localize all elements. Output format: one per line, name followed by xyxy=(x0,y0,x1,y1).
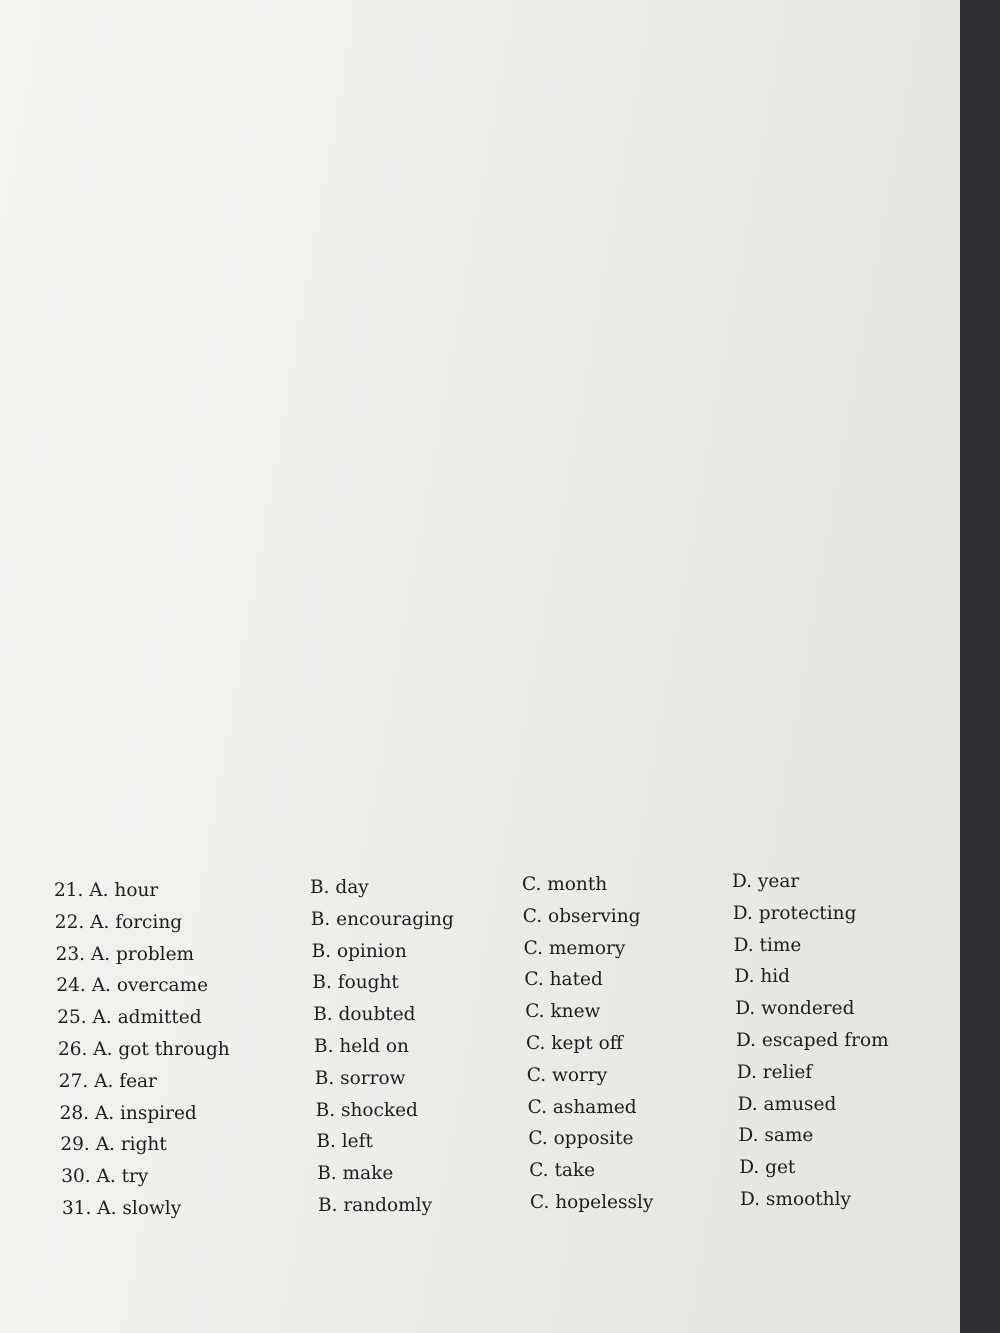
option-choice: B. doubted xyxy=(313,1004,416,1026)
option-choice: D. smoothly xyxy=(740,1189,851,1210)
option-choice: C. ashamed xyxy=(527,1096,637,1118)
option-choice: B. encouraging xyxy=(310,908,454,930)
option-choice: D. year xyxy=(732,871,800,892)
option-choice: C. worry xyxy=(526,1064,608,1086)
option-choice: C. observing xyxy=(522,905,641,927)
option-choice: D. same xyxy=(738,1125,814,1147)
option-choice: D. time xyxy=(733,934,802,956)
option-choice: D. protecting xyxy=(732,902,857,924)
option-question-a: 29. A. right xyxy=(60,1134,167,1156)
option-question-a: 21. A. hour xyxy=(54,880,159,901)
option-question-a: 23. A. problem xyxy=(55,943,195,965)
option-choice: D. relief xyxy=(736,1061,813,1083)
option-choice: D. hid xyxy=(734,966,790,988)
option-choice: D. amused xyxy=(737,1093,837,1115)
option-choice: B. opinion xyxy=(311,940,407,962)
option-choice: C. month xyxy=(522,874,608,895)
option-question-a: 28. A. inspired xyxy=(59,1102,197,1124)
option-choice: D. get xyxy=(739,1157,796,1179)
option-choice: B. fought xyxy=(312,972,399,994)
option-choice: C. kept off xyxy=(526,1033,623,1054)
option-question-a: 24. A. overcame xyxy=(56,975,209,997)
option-question-a: 22. A. forcing xyxy=(54,911,183,933)
option-choice: C. hopelessly xyxy=(530,1192,654,1213)
option-choice: B. held on xyxy=(314,1036,409,1057)
option-choice: C. opposite xyxy=(528,1128,634,1150)
option-choice: B. make xyxy=(317,1163,394,1185)
option-choice: D. escaped from xyxy=(736,1030,889,1051)
option-choice: C. hated xyxy=(524,969,603,991)
option-choice: B. sorrow xyxy=(314,1067,406,1089)
option-question-a: 30. A. try xyxy=(61,1166,149,1188)
option-choice: C. memory xyxy=(523,937,626,959)
background-edge xyxy=(960,0,1000,1333)
option-choice: B. day xyxy=(310,877,369,898)
option-question-a: 27. A. fear xyxy=(58,1070,157,1092)
option-choice: C. take xyxy=(529,1160,596,1182)
option-question-a: 25. A. admitted xyxy=(57,1007,202,1029)
option-question-a: 31. A. slowly xyxy=(62,1198,182,1219)
option-choice: B. shocked xyxy=(315,1099,418,1121)
option-question-a: 26. A. got through xyxy=(58,1039,230,1060)
option-choice: B. left xyxy=(316,1131,373,1153)
option-choice: D. wondered xyxy=(735,998,855,1020)
option-choice: B. randomly xyxy=(318,1195,433,1216)
option-choice: C. knew xyxy=(525,1001,601,1023)
